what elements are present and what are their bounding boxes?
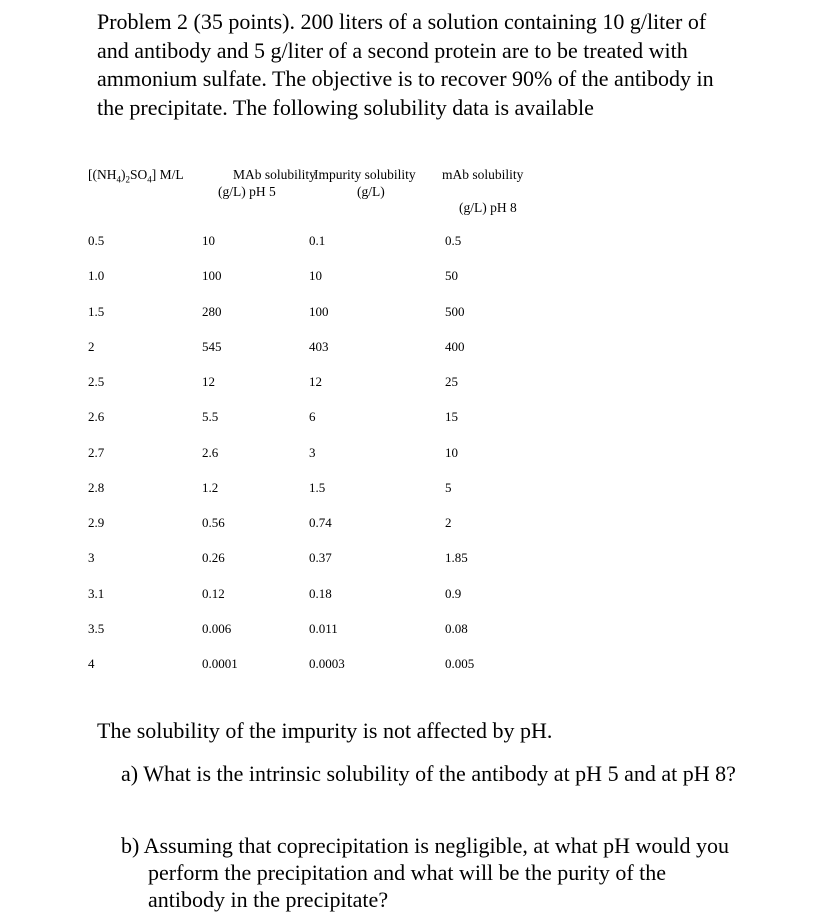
table-cell: 2.6 — [88, 409, 105, 424]
table-cell: 15 — [445, 409, 458, 424]
table-cell: 1.5 — [309, 480, 326, 495]
table-cell: 2.7 — [88, 445, 105, 460]
table-cell: 400 — [445, 339, 465, 354]
table-cell: 3.5 — [88, 621, 105, 636]
header-impurity-line1: Impurity solubility — [314, 167, 416, 182]
table-cell: 2.6 — [202, 445, 219, 460]
header-ammonium-sulfate: $[(NH_4)_2SO_4]$ M/L — [88, 167, 184, 185]
table-cell: 2 — [445, 515, 452, 530]
question-a: a) What is the intrinsic solubility of the antibody at pH 5 and at pH 8? — [121, 761, 736, 786]
header-mab-ph8-line2: (g/L) pH 8 — [459, 200, 517, 215]
table-cell: 12 — [309, 374, 322, 389]
table-cell: 50 — [445, 268, 458, 283]
table-cell: 3 — [88, 550, 95, 565]
table-cell: 1.85 — [445, 550, 468, 565]
table-cell: 0.1 — [309, 233, 326, 248]
table-cell: 1.5 — [88, 304, 105, 319]
table-cell: 0.0003 — [309, 656, 345, 671]
table-cell: 10 — [202, 233, 215, 248]
table-cell: 2 — [88, 339, 95, 354]
question-b: b) Assuming that coprecipitation is negligible, at what pH would you perform the precipitation and what will be the purity of the antibody in the precipitate? — [121, 833, 729, 912]
table-cell: 6 — [309, 409, 316, 424]
header-mab-ph5-line2: (g/L) pH 5 — [218, 184, 276, 199]
table-cell: 3.1 — [88, 586, 105, 601]
table-cell: 0.37 — [309, 550, 332, 565]
table-cell: 10 — [309, 268, 322, 283]
table-cell: 0.08 — [445, 621, 468, 636]
table-cell: 12 — [202, 374, 215, 389]
table-cell: 1.2 — [202, 480, 219, 495]
header-mab-ph8-line1: mAb solubility — [442, 167, 524, 182]
table-cell: 280 — [202, 304, 222, 319]
header-mab-ph5-line1: MAb solubility — [233, 167, 316, 182]
table-cell: 0.26 — [202, 550, 225, 565]
table-cell: 5 — [445, 480, 452, 495]
header-impurity-line2: (g/L) — [357, 184, 385, 199]
table-cell: 403 — [309, 339, 329, 354]
problem-statement: Problem 2 (35 points). 200 liters of a solution containing 10 g/liter of and antibody and 5 g/liter of a second protein are to be treated with ammonium sulfate. The objective is to recover 90% of the antibody in the precipitate. The following solubility data is available — [97, 9, 714, 120]
table-cell: 4 — [88, 656, 95, 671]
table-cell: 500 — [445, 304, 465, 319]
table-cell: 1.0 — [88, 268, 105, 283]
table-cell: 545 — [202, 339, 222, 354]
table-cell: 0.18 — [309, 586, 332, 601]
impurity-ph-note: The solubility of the impurity is not affected by pH. — [97, 718, 553, 743]
table-cell: 2.8 — [88, 480, 105, 495]
table-cell: 0.011 — [309, 621, 338, 636]
table-cell: 0.56 — [202, 515, 225, 530]
table-cell: 0.5 — [445, 233, 462, 248]
table-cell: 2.9 — [88, 515, 105, 530]
table-cell: 10 — [445, 445, 458, 460]
table-cell: 3 — [309, 445, 316, 460]
table-cell: 0.5 — [88, 233, 105, 248]
table-cell: 25 — [445, 374, 458, 389]
table-cell: 0.0001 — [202, 656, 238, 671]
table-cell: 5.5 — [202, 409, 219, 424]
table-cell: 0.12 — [202, 586, 225, 601]
table-cell: 0.74 — [309, 515, 332, 530]
table-cell: 100 — [309, 304, 329, 319]
table-cell: 100 — [202, 268, 222, 283]
table-cell: 2.5 — [88, 374, 105, 389]
table-cell: 0.006 — [202, 621, 232, 636]
table-cell: 0.005 — [445, 656, 475, 671]
table-cell: 0.9 — [445, 586, 462, 601]
